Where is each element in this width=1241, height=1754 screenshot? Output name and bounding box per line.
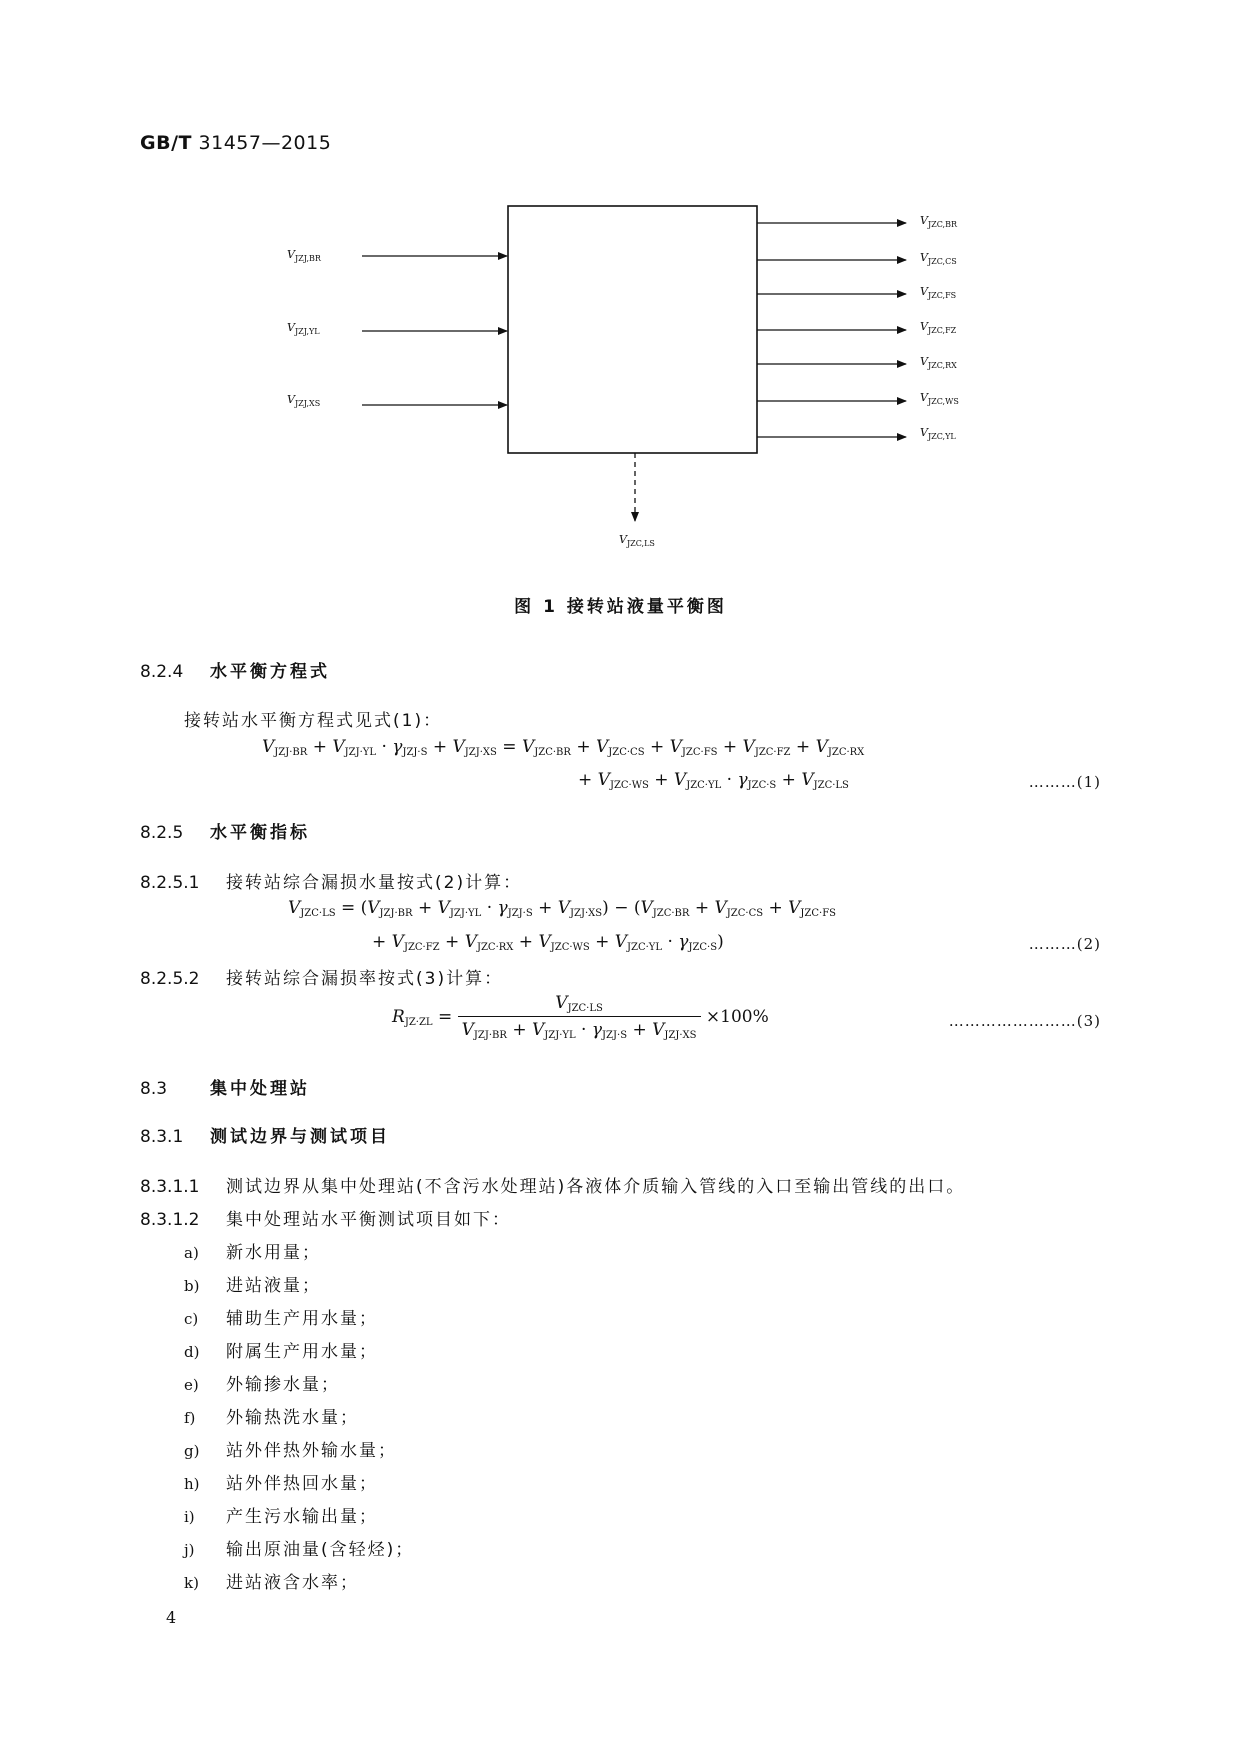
clause-number: 8.3.1.2 xyxy=(140,1210,200,1230)
list-item: d) 附属生产用水量； xyxy=(184,1342,378,1362)
list-item: a) 新水用量； xyxy=(184,1243,321,1263)
output-label-rx: $V_{JZC,RX}$ xyxy=(920,355,957,371)
clause-text: 接转站综合漏损率按式(3)计算： xyxy=(226,969,504,989)
equation-1-line-1: $V_{JZJ\cdot BR} + V_{JZJ\cdot YL} \cdot \gamma_{JZJ\cdot S} + V_{JZJ\cdot XS} = V_{JZC\cdot BR} + V_{JZC\cdot CS} + V_{JZC\cdot FS} + V_{JZC\cdot FZ} + V_{JZC\cdot RX}$ xyxy=(262,737,865,758)
output-label-yl: $V_{JZC,YL}$ xyxy=(920,426,956,442)
equation-1-number: ………(1) xyxy=(1028,773,1101,791)
section-title: 水平衡指标 xyxy=(210,823,310,843)
section-number: 8.2.5 xyxy=(140,823,184,843)
output-label-fz: $V_{JZC,FZ}$ xyxy=(920,320,957,336)
clause-number: 8.2.5.2 xyxy=(140,969,200,989)
liquid-balance-diagram xyxy=(0,190,1241,560)
list-item: c) 辅助生产用水量； xyxy=(184,1309,378,1329)
list-item: f) 外输热洗水量； xyxy=(184,1408,359,1428)
equation-2-line-1: $V_{JZC\cdot LS} = (V_{JZJ\cdot BR} + V_{JZJ\cdot YL} \cdot \gamma_{JZJ\cdot S} + V_{JZJ\cdot XS}) - (V_{JZC\cdot BR} + V_{JZC\cdot CS} + V_{JZC\cdot FS}$ xyxy=(288,898,836,919)
input-label-yl: $V_{JZJ,YL}$ xyxy=(287,321,320,337)
transfer-station-box xyxy=(508,206,757,453)
section-title: 水平衡方程式 xyxy=(210,662,330,682)
section-8-3 xyxy=(140,1074,310,1099)
list-item: i) 产生污水输出量； xyxy=(184,1507,378,1527)
clause-8-3-1-2 xyxy=(140,1205,511,1230)
percent-factor: ×100% xyxy=(705,1007,769,1027)
input-label-xs: $V_{JZJ,XS}$ xyxy=(287,393,321,409)
equation-2-number: ………(2) xyxy=(1028,935,1101,953)
standard-prefix: GB/T xyxy=(140,132,192,154)
clause-number: 8.3.1.1 xyxy=(140,1177,200,1197)
clause-text: 测试边界从集中处理站(不含污水处理站)各液体介质输入管线的入口至输出管线的出口。 xyxy=(226,1177,966,1197)
section-8-3-1 xyxy=(140,1122,390,1147)
section-number: 8.3.1 xyxy=(140,1127,184,1147)
clause-text: 接转站综合漏损水量按式(2)计算： xyxy=(226,873,523,893)
output-label-br: $V_{JZC,BR}$ xyxy=(920,214,957,230)
clause-8-2-5-1 xyxy=(140,868,522,893)
balance-equation-intro: 接转站水平衡方程式见式(1)： xyxy=(184,711,443,731)
equation-3-number: ……………………(3) xyxy=(948,1012,1101,1030)
clause-8-3-1-1 xyxy=(140,1172,965,1197)
section-8-2-5 xyxy=(140,818,310,843)
list-item: k) 进站液含水率； xyxy=(184,1573,359,1593)
figure-caption: 图 1 接转站液量平衡图 xyxy=(514,597,727,617)
list-item: e) 外输掺水量； xyxy=(184,1375,340,1395)
clause-number: 8.2.5.1 xyxy=(140,873,200,893)
leakage-rate-fraction: $\frac{V_{JZC\cdot LS}}{V_{JZJ\cdot BR} + V_{JZJ\cdot YL} \cdot \gamma_{JZJ\cdot S} + V_{JZJ\cdot XS}}$ xyxy=(458,993,701,1041)
clause-8-2-5-2 xyxy=(140,964,503,989)
section-number: 8.3 xyxy=(140,1079,168,1099)
output-label-cs: $V_{JZC,CS}$ xyxy=(920,251,957,267)
list-item: b) 进站液量； xyxy=(184,1276,321,1296)
section-8-2-4 xyxy=(140,657,330,682)
output-label-ws: $V_{JZC,WS}$ xyxy=(920,391,959,407)
output-arrows xyxy=(757,223,906,437)
section-title: 测试边界与测试项目 xyxy=(210,1127,390,1147)
section-number: 8.2.4 xyxy=(140,662,184,682)
output-label-fs: $V_{JZC,FS}$ xyxy=(920,285,957,301)
list-item: h) 站外伴热回水量； xyxy=(184,1474,378,1494)
input-label-br: $V_{JZJ,BR}$ xyxy=(287,248,321,264)
loss-label: $V_{JZC,LS}$ xyxy=(619,533,655,549)
equation-3: $R_{JZ\cdot ZL}$ = $\frac{V_{JZC\cdot LS}}{V_{JZJ\cdot BR} + V_{JZJ\cdot YL} \cdot \gamma_{JZJ\cdot S} + V_{JZJ\cdot XS}}$ ×100% xyxy=(392,993,769,1041)
page-number: 4 xyxy=(166,1608,177,1627)
list-item: j) 输出原油量(含轻烃)； xyxy=(184,1540,415,1560)
section-title: 集中处理站 xyxy=(210,1079,310,1099)
clause-text: 集中处理站水平衡测试项目如下： xyxy=(226,1210,511,1230)
standard-number: 31457—2015 xyxy=(198,132,332,154)
equation-1-line-2: + $V_{JZC\cdot WS} + V_{JZC\cdot YL} \cdot \gamma_{JZC\cdot S} + V_{JZC\cdot LS}$ xyxy=(578,770,849,791)
equation-2-line-2: + $V_{JZC\cdot FZ} + V_{JZC\cdot RX} + V_{JZC\cdot WS} + V_{JZC\cdot YL} \cdot \gamma_{JZC\cdot S}$) xyxy=(372,932,724,953)
input-arrows xyxy=(362,256,507,405)
list-item: g) 站外伴热外输水量； xyxy=(184,1441,397,1461)
standard-header xyxy=(140,132,331,154)
